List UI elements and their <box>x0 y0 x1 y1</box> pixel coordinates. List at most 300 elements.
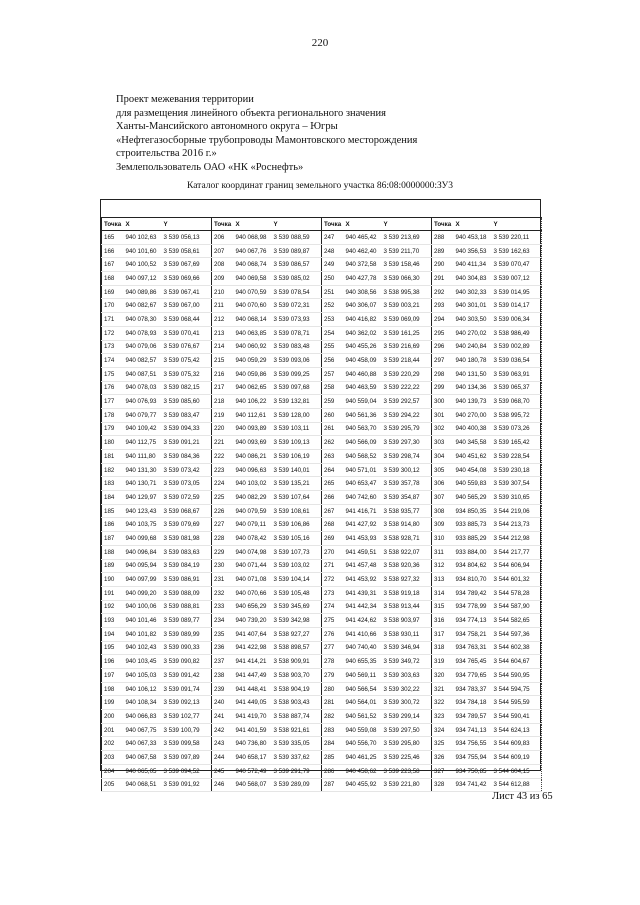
header-y: Y <box>382 218 432 231</box>
coord-y: 3 539 346,94 <box>382 641 432 655</box>
table-row <box>212 258 322 272</box>
point-number: 174 <box>102 354 124 368</box>
table-row <box>322 669 432 683</box>
coord-x: 940 740,40 <box>344 641 382 655</box>
point-number: 291 <box>432 272 454 286</box>
coord-x: 940 093,89 <box>234 422 272 436</box>
coord-x: 940 427,78 <box>344 272 382 286</box>
header-line: Землепользователь ОАО «НК «Роснефть» <box>116 161 304 173</box>
table-row <box>212 545 322 559</box>
table-row <box>212 641 322 655</box>
coord-y: 3 539 295,79 <box>382 422 432 436</box>
table-row <box>322 655 432 669</box>
coord-y: 3 539 073,93 <box>272 313 322 327</box>
point-number: 318 <box>432 641 454 655</box>
coord-x: 940 131,50 <box>454 367 492 381</box>
point-number: 244 <box>212 751 234 765</box>
table-row <box>432 285 542 299</box>
coord-y: 3 539 068,70 <box>492 395 542 409</box>
coord-x: 940 655,35 <box>344 655 382 669</box>
coord-y: 3 539 091,42 <box>162 669 212 683</box>
header-x: X <box>124 218 162 231</box>
point-number: 259 <box>322 395 344 409</box>
table-row <box>102 559 212 573</box>
coord-x: 941 427,92 <box>344 518 382 532</box>
coord-x: 940 461,25 <box>344 751 382 765</box>
point-number: 241 <box>212 710 234 724</box>
coord-y: 3 539 084,19 <box>162 559 212 573</box>
coord-y: 3 539 003,21 <box>382 299 432 313</box>
point-number: 256 <box>322 354 344 368</box>
point-number: 240 <box>212 696 234 710</box>
coord-x: 934 850,35 <box>454 504 492 518</box>
table-row <box>212 272 322 286</box>
point-number: 170 <box>102 299 124 313</box>
point-number: 218 <box>212 395 234 409</box>
point-number: 177 <box>102 395 124 409</box>
table-row <box>102 737 212 751</box>
header-x: X <box>344 218 382 231</box>
point-number: 187 <box>102 532 124 546</box>
point-number: 205 <box>102 778 124 792</box>
coord-y: 3 539 228,54 <box>492 450 542 464</box>
coord-x: 940 559,83 <box>454 477 492 491</box>
table-row <box>102 627 212 641</box>
point-number: 273 <box>322 586 344 600</box>
point-number: 243 <box>212 737 234 751</box>
coord-y: 3 538 922,07 <box>382 545 432 559</box>
coord-x: 941 401,59 <box>234 723 272 737</box>
point-number: 253 <box>322 313 344 327</box>
point-number: 219 <box>212 408 234 422</box>
table-row <box>322 477 432 491</box>
coord-x: 940 416,82 <box>344 313 382 327</box>
coord-y: 3 539 081,98 <box>162 532 212 546</box>
table-row <box>322 737 432 751</box>
table-row <box>322 710 432 724</box>
point-number: 270 <box>322 545 344 559</box>
coord-x: 940 082,67 <box>124 299 162 313</box>
point-number: 292 <box>432 285 454 299</box>
point-number: 236 <box>212 641 234 655</box>
coord-y: 3 539 014,17 <box>492 299 542 313</box>
table-row <box>212 737 322 751</box>
coord-y: 3 539 211,70 <box>382 244 432 258</box>
table-row <box>432 395 542 409</box>
coord-x: 940 102,43 <box>124 641 162 655</box>
table-row <box>432 545 542 559</box>
table-row <box>212 463 322 477</box>
point-number: 299 <box>432 381 454 395</box>
coord-x: 940 103,75 <box>124 518 162 532</box>
coord-y: 3 539 107,73 <box>272 545 322 559</box>
table-row <box>102 614 212 628</box>
table-row <box>212 586 322 600</box>
point-number: 165 <box>102 231 124 245</box>
table-row <box>322 627 432 641</box>
header-y: Y <box>272 218 322 231</box>
coord-x: 940 078,42 <box>234 532 272 546</box>
table-row <box>102 600 212 614</box>
point-number: 315 <box>432 600 454 614</box>
coord-x: 940 069,58 <box>234 272 272 286</box>
coord-y: 3 538 909,91 <box>272 655 322 669</box>
coord-x: 940 067,33 <box>124 737 162 751</box>
table-row <box>432 367 542 381</box>
coord-x: 940 454,08 <box>454 463 492 477</box>
point-number: 268 <box>322 518 344 532</box>
coord-x: 940 568,07 <box>234 778 272 792</box>
coord-y: 3 539 067,41 <box>162 285 212 299</box>
table-row <box>432 532 542 546</box>
point-number: 269 <box>322 532 344 546</box>
table-row <box>102 244 212 258</box>
coord-y: 3 538 927,27 <box>272 627 322 641</box>
coord-y: 3 539 086,57 <box>272 258 322 272</box>
point-number: 312 <box>432 559 454 573</box>
table-row <box>102 504 212 518</box>
coord-x: 940 658,17 <box>234 751 272 765</box>
coord-y: 3 539 342,98 <box>272 614 322 628</box>
coord-x: 933 885,73 <box>454 518 492 532</box>
coord-x: 940 561,52 <box>344 710 382 724</box>
point-number: 183 <box>102 477 124 491</box>
table-row <box>322 450 432 464</box>
coord-x: 940 082,57 <box>124 354 162 368</box>
table-row <box>322 326 432 340</box>
coord-y: 3 539 345,69 <box>272 600 322 614</box>
coord-y: 3 539 310,65 <box>492 491 542 505</box>
point-number: 238 <box>212 669 234 683</box>
coord-y: 3 539 109,13 <box>272 436 322 450</box>
table-row <box>212 614 322 628</box>
coord-y: 3 539 303,63 <box>382 669 432 683</box>
coord-y: 3 539 298,74 <box>382 450 432 464</box>
coord-x: 940 302,33 <box>454 285 492 299</box>
table-row <box>212 751 322 765</box>
point-number: 209 <box>212 272 234 286</box>
point-number: 207 <box>212 244 234 258</box>
coord-y: 3 538 935,77 <box>382 504 432 518</box>
table-row <box>212 450 322 464</box>
coord-x: 940 455,26 <box>344 340 382 354</box>
table-row <box>322 751 432 765</box>
coord-y: 3 539 093,06 <box>272 354 322 368</box>
coord-x: 940 656,29 <box>234 600 272 614</box>
header-line: строительства 2016 г.» <box>116 148 217 160</box>
coord-x: 940 240,84 <box>454 340 492 354</box>
coord-y: 3 539 069,66 <box>162 272 212 286</box>
point-number: 280 <box>322 682 344 696</box>
table-row <box>212 367 322 381</box>
coord-x: 940 095,94 <box>124 559 162 573</box>
coord-y: 3 539 291,79 <box>272 764 322 778</box>
coord-x: 940 356,53 <box>454 244 492 258</box>
point-number: 193 <box>102 614 124 628</box>
coord-y: 3 539 068,67 <box>162 504 212 518</box>
coord-y: 3 539 090,82 <box>162 655 212 669</box>
coord-x: 940 078,03 <box>124 381 162 395</box>
coord-x: 940 060,92 <box>234 340 272 354</box>
point-number: 190 <box>102 573 124 587</box>
point-number: 217 <box>212 381 234 395</box>
coord-y: 3 538 903,97 <box>382 614 432 628</box>
point-number: 275 <box>322 614 344 628</box>
coord-y: 3 544 213,73 <box>492 518 542 532</box>
point-number: 324 <box>432 723 454 737</box>
coord-y: 3 539 067,69 <box>162 258 212 272</box>
coord-y: 3 538 920,36 <box>382 559 432 573</box>
table-row <box>212 559 322 573</box>
point-number: 198 <box>102 682 124 696</box>
table-row <box>322 491 432 505</box>
point-number: 211 <box>212 299 234 313</box>
coord-x: 941 419,70 <box>234 710 272 724</box>
coord-y: 3 539 300,72 <box>382 696 432 710</box>
table-row <box>432 573 542 587</box>
header-x: X <box>454 218 492 231</box>
coord-x: 940 079,06 <box>124 340 162 354</box>
coord-x: 940 569,11 <box>344 669 382 683</box>
point-number: 326 <box>432 751 454 765</box>
coord-x: 934 758,21 <box>454 627 492 641</box>
coord-x: 940 561,36 <box>344 408 382 422</box>
coord-y: 3 539 106,86 <box>272 518 322 532</box>
coord-y: 3 539 220,29 <box>382 367 432 381</box>
coord-y: 3 539 230,18 <box>492 463 542 477</box>
coord-y: 3 544 590,95 <box>492 669 542 683</box>
coord-y: 3 539 216,69 <box>382 340 432 354</box>
table-row <box>432 477 542 491</box>
coord-x: 940 131,30 <box>124 463 162 477</box>
point-number: 266 <box>322 491 344 505</box>
coord-x: 940 068,51 <box>124 778 162 792</box>
table-row <box>322 559 432 573</box>
coord-y: 3 538 887,74 <box>272 710 322 724</box>
table-row <box>212 354 322 368</box>
coord-x: 940 572,49 <box>234 764 272 778</box>
coord-y: 3 538 913,44 <box>382 600 432 614</box>
table-row <box>322 258 432 272</box>
coord-y: 3 539 083,48 <box>272 340 322 354</box>
coord-x: 941 453,92 <box>344 573 382 587</box>
table-row <box>102 545 212 559</box>
point-number: 203 <box>102 751 124 765</box>
point-number: 186 <box>102 518 124 532</box>
table-row <box>432 340 542 354</box>
table-row <box>432 299 542 313</box>
table-row <box>102 395 212 409</box>
point-number: 200 <box>102 710 124 724</box>
table-row <box>102 340 212 354</box>
coord-x: 934 789,57 <box>454 710 492 724</box>
coord-x: 940 071,08 <box>234 573 272 587</box>
table-row <box>432 696 542 710</box>
coord-y: 3 539 014,95 <box>492 285 542 299</box>
point-number: 171 <box>102 313 124 327</box>
table-row <box>102 751 212 765</box>
point-number: 282 <box>322 710 344 724</box>
point-number: 232 <box>212 586 234 600</box>
coord-y: 3 538 995,72 <box>492 408 542 422</box>
coord-y: 3 539 058,61 <box>162 244 212 258</box>
point-number: 254 <box>322 326 344 340</box>
coord-x: 940 108,34 <box>124 696 162 710</box>
coord-y: 3 544 594,75 <box>492 682 542 696</box>
coord-x: 940 571,01 <box>344 463 382 477</box>
point-number: 245 <box>212 764 234 778</box>
table-caption: Каталог координат границ земельного участка 86:08:0000000:ЗУ3 <box>187 181 453 191</box>
coord-y: 3 539 357,78 <box>382 477 432 491</box>
coord-x: 940 453,18 <box>454 231 492 245</box>
coord-y: 3 544 597,36 <box>492 627 542 641</box>
coord-y: 3 539 297,30 <box>382 436 432 450</box>
table-row <box>212 627 322 641</box>
coord-x: 940 097,12 <box>124 272 162 286</box>
coord-y: 3 539 088,81 <box>162 600 212 614</box>
coord-x: 941 459,51 <box>344 545 382 559</box>
coord-x: 940 465,42 <box>344 231 382 245</box>
point-number: 178 <box>102 408 124 422</box>
table-row <box>102 764 212 778</box>
point-number: 317 <box>432 627 454 641</box>
coord-y: 3 538 995,38 <box>382 285 432 299</box>
point-number: 311 <box>432 545 454 559</box>
header-line: «Нефтегазосборные трубопроводы Мамонтовского месторождения <box>116 134 418 146</box>
coord-x: 940 099,20 <box>124 586 162 600</box>
table-row <box>102 354 212 368</box>
coord-x: 940 086,21 <box>234 450 272 464</box>
point-number: 220 <box>212 422 234 436</box>
coord-y: 3 539 107,64 <box>272 491 322 505</box>
coord-y: 3 539 091,92 <box>162 778 212 792</box>
point-number: 313 <box>432 573 454 587</box>
coord-x: 940 180,78 <box>454 354 492 368</box>
coord-x: 940 100,52 <box>124 258 162 272</box>
table-row <box>322 504 432 518</box>
table-row <box>102 326 212 340</box>
table-row <box>102 313 212 327</box>
coord-y: 3 538 898,57 <box>272 641 322 655</box>
point-number: 298 <box>432 367 454 381</box>
point-number: 261 <box>322 422 344 436</box>
table-row <box>322 422 432 436</box>
coord-x: 940 134,36 <box>454 381 492 395</box>
coord-x: 940 101,46 <box>124 614 162 628</box>
coord-x: 940 101,82 <box>124 627 162 641</box>
point-number: 225 <box>212 491 234 505</box>
coord-y: 3 539 086,91 <box>162 573 212 587</box>
table-row <box>322 463 432 477</box>
table-row <box>432 627 542 641</box>
point-number: 264 <box>322 463 344 477</box>
point-number: 323 <box>432 710 454 724</box>
coord-x: 940 568,52 <box>344 450 382 464</box>
point-number: 246 <box>212 778 234 792</box>
table-row <box>102 450 212 464</box>
coord-x: 940 362,02 <box>344 326 382 340</box>
coord-x: 940 103,45 <box>124 655 162 669</box>
point-number: 181 <box>102 450 124 464</box>
table-row <box>432 586 542 600</box>
coord-y: 3 544 604,15 <box>492 764 542 778</box>
coord-y: 3 539 102,77 <box>162 710 212 724</box>
table-row <box>432 778 542 792</box>
table-row <box>212 600 322 614</box>
point-number: 272 <box>322 573 344 587</box>
coord-x: 941 416,71 <box>344 504 382 518</box>
coord-y: 3 539 088,09 <box>162 586 212 600</box>
table-row <box>102 573 212 587</box>
coord-x: 934 810,70 <box>454 573 492 587</box>
coord-y: 3 539 036,54 <box>492 354 542 368</box>
point-number: 202 <box>102 737 124 751</box>
coord-y: 3 539 299,14 <box>382 710 432 724</box>
coord-y: 3 539 091,21 <box>162 436 212 450</box>
coord-x: 940 129,97 <box>124 491 162 505</box>
point-number: 251 <box>322 285 344 299</box>
coord-y: 3 539 289,09 <box>272 778 322 792</box>
coord-x: 940 065,05 <box>124 764 162 778</box>
table-row <box>102 272 212 286</box>
coord-x: 934 756,55 <box>454 737 492 751</box>
table-row <box>102 655 212 669</box>
coord-x: 940 074,98 <box>234 545 272 559</box>
point-number: 172 <box>102 326 124 340</box>
point-number: 242 <box>212 723 234 737</box>
point-number: 288 <box>432 231 454 245</box>
table-row <box>212 655 322 669</box>
point-number: 297 <box>432 354 454 368</box>
coord-x: 941 410,66 <box>344 627 382 641</box>
coord-x: 940 109,42 <box>124 422 162 436</box>
table-row <box>212 326 322 340</box>
point-number: 322 <box>432 696 454 710</box>
table-row <box>322 518 432 532</box>
coord-x: 940 102,63 <box>124 231 162 245</box>
coord-y: 3 539 105,48 <box>272 586 322 600</box>
coord-y: 3 539 106,19 <box>272 450 322 464</box>
point-number: 189 <box>102 559 124 573</box>
coord-x: 940 565,29 <box>454 491 492 505</box>
point-number: 222 <box>212 450 234 464</box>
coord-y: 3 539 354,87 <box>382 491 432 505</box>
coord-x: 940 556,70 <box>344 737 382 751</box>
table-row <box>102 586 212 600</box>
table-row <box>432 655 542 669</box>
table-row <box>102 641 212 655</box>
point-number: 328 <box>432 778 454 792</box>
table-row <box>212 477 322 491</box>
point-number: 228 <box>212 532 234 546</box>
coord-y: 3 539 213,69 <box>382 231 432 245</box>
coord-y: 3 539 083,63 <box>162 545 212 559</box>
header-y: Y <box>162 218 212 231</box>
table-row <box>212 669 322 683</box>
table-row <box>102 381 212 395</box>
point-number: 265 <box>322 477 344 491</box>
coord-y: 3 539 089,99 <box>162 627 212 641</box>
coord-y: 3 539 135,21 <box>272 477 322 491</box>
header-x: X <box>234 218 272 231</box>
table-row <box>322 600 432 614</box>
coord-y: 3 544 604,67 <box>492 655 542 669</box>
coord-y: 3 539 075,32 <box>162 367 212 381</box>
table-row <box>432 381 542 395</box>
coord-x: 940 059,29 <box>234 354 272 368</box>
coord-y: 3 539 076,67 <box>162 340 212 354</box>
coord-y: 3 539 078,71 <box>272 326 322 340</box>
